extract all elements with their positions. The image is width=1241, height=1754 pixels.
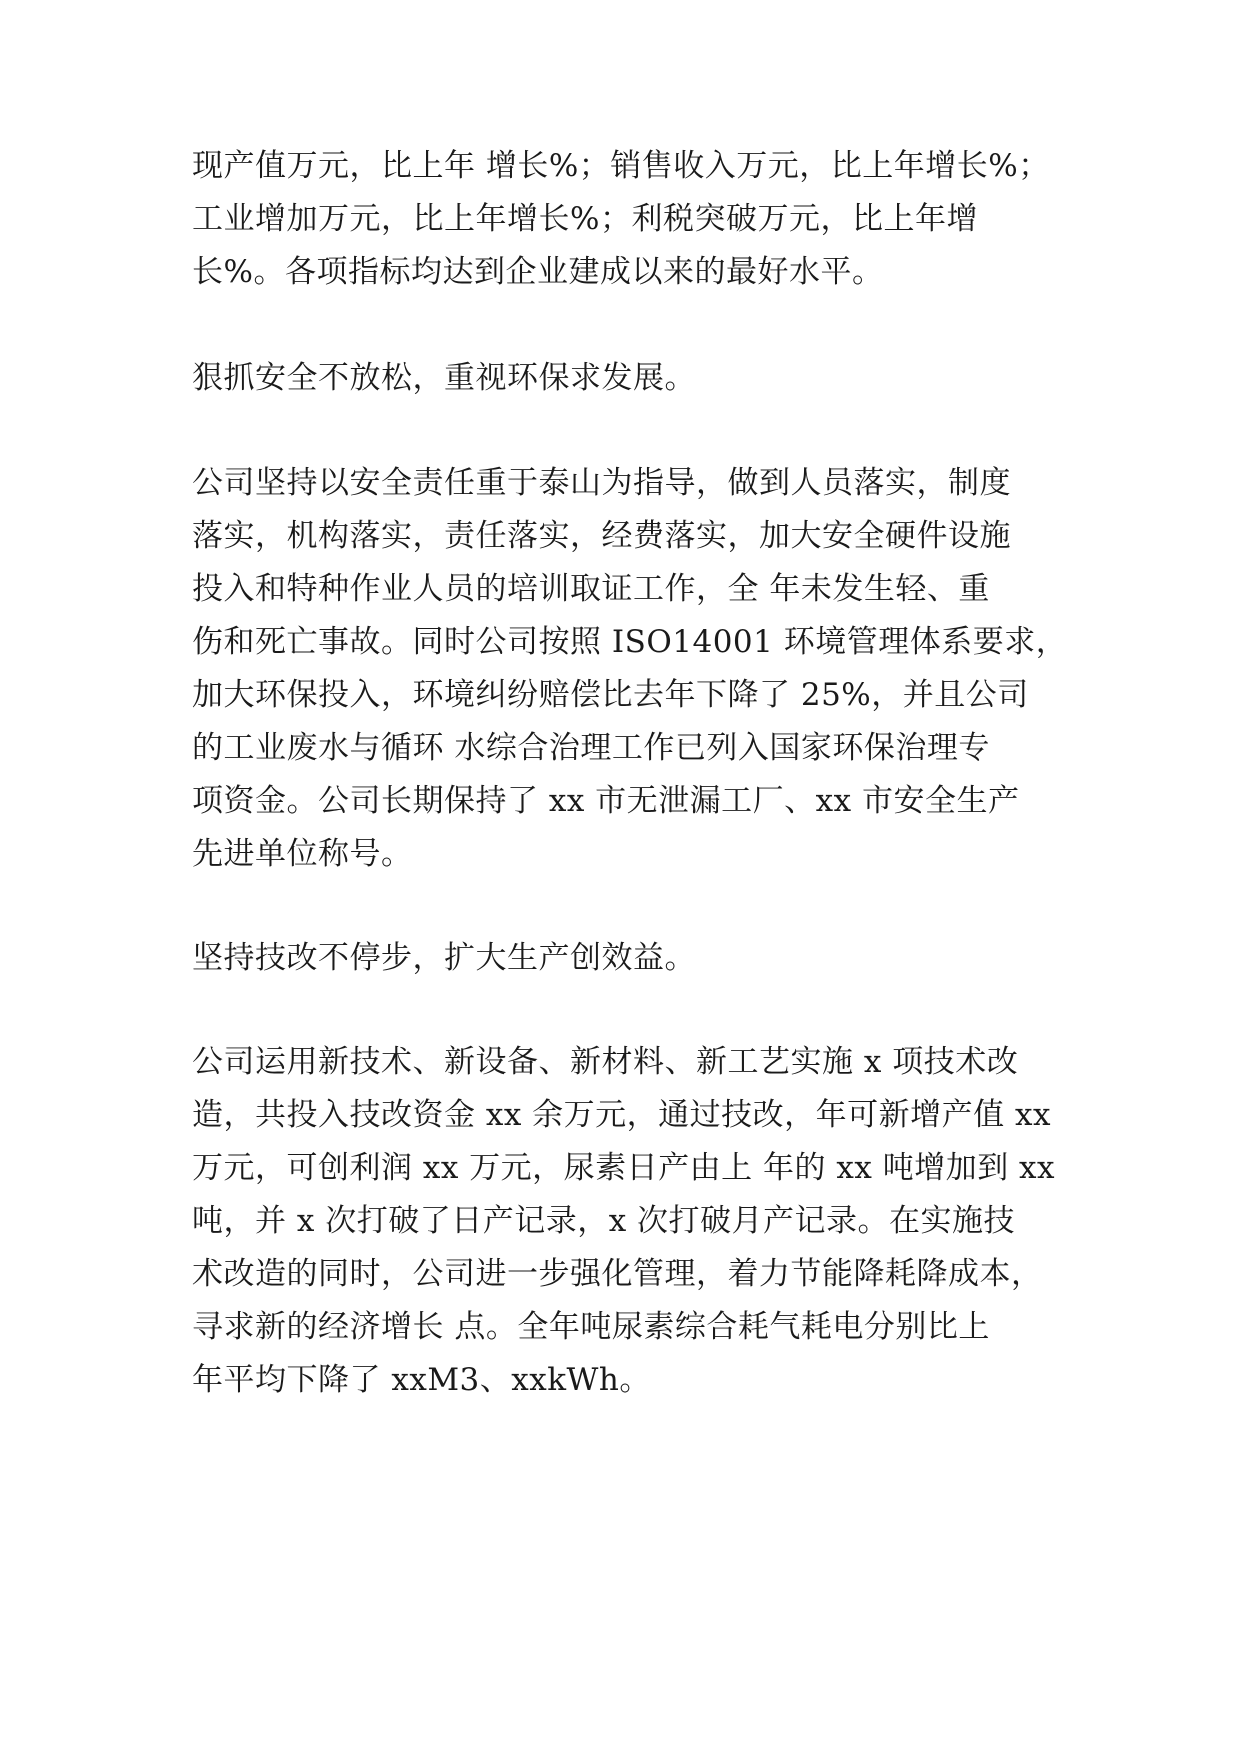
paragraph-3-line-7: 年平均下降了 xxM3、xxkWh。 (192, 1362, 651, 1398)
paragraph-2-line-5: 加大环保投入，环境纠纷赔偿比去年下降了 25%，并且公司 (192, 677, 1029, 713)
paragraph-1-line-1: 现产值万元，比上年 增长%；销售收入万元，比上年增长%； (192, 148, 1050, 184)
paragraph-2-line-6: 的工业废水与循环 水综合治理工作已列入国家环保治理专 (192, 730, 990, 766)
paragraph-2-line-2: 落实，机构落实，责任落实，经费落实，加大安全硬件设施 (192, 518, 1011, 554)
paragraph-3-line-5: 术改造的同时，公司进一步强化管理，着力节能降耗降成本， (192, 1256, 1043, 1292)
section-heading-safety: 狠抓安全不放松，重视环保求发展。 (192, 360, 696, 396)
section-heading-tech: 坚持技改不停步，扩大生产创效益。 (192, 940, 696, 976)
paragraph-3-line-6: 寻求新的经济增长 点。全年吨尿素综合耗气耗电分别比上 (192, 1309, 990, 1345)
paragraph-2-line-8: 先进单位称号。 (192, 836, 413, 872)
paragraph-1-line-3: 长%。各项指标均达到企业建成以来的最好水平。 (192, 254, 884, 290)
paragraph-2-line-7: 项资金。公司长期保持了 xx 市无泄漏工厂、xx 市安全生产 (192, 783, 1020, 819)
paragraph-3-line-1: 公司运用新技术、新设备、新材料、新工艺实施 x 项技术改 (192, 1044, 1019, 1080)
paragraph-2-line-3: 投入和特种作业人员的培训取证工作，全 年未发生轻、重 (192, 571, 990, 607)
paragraph-1-line-2: 工业增加万元，比上年增长%；利税突破万元，比上年增 (192, 201, 978, 237)
paragraph-3-line-3: 万元，可创利润 xx 万元，尿素日产由上 年的 xx 吨增加到 xx (192, 1150, 1056, 1186)
paragraph-3-line-2: 造，共投入技改资金 xx 余万元，通过技改，年可新增产值 xx (192, 1097, 1051, 1133)
paragraph-3-line-4: 吨，并 x 次打破了日产记录，x 次打破月产记录。在实施技 (192, 1203, 1016, 1239)
paragraph-2-line-4: 伤和死亡事故。同时公司按照 ISO14001 环境管理体系要求， (192, 624, 1068, 660)
paragraph-2-line-1: 公司坚持以安全责任重于泰山为指导，做到人员落实，制度 (192, 465, 1011, 501)
